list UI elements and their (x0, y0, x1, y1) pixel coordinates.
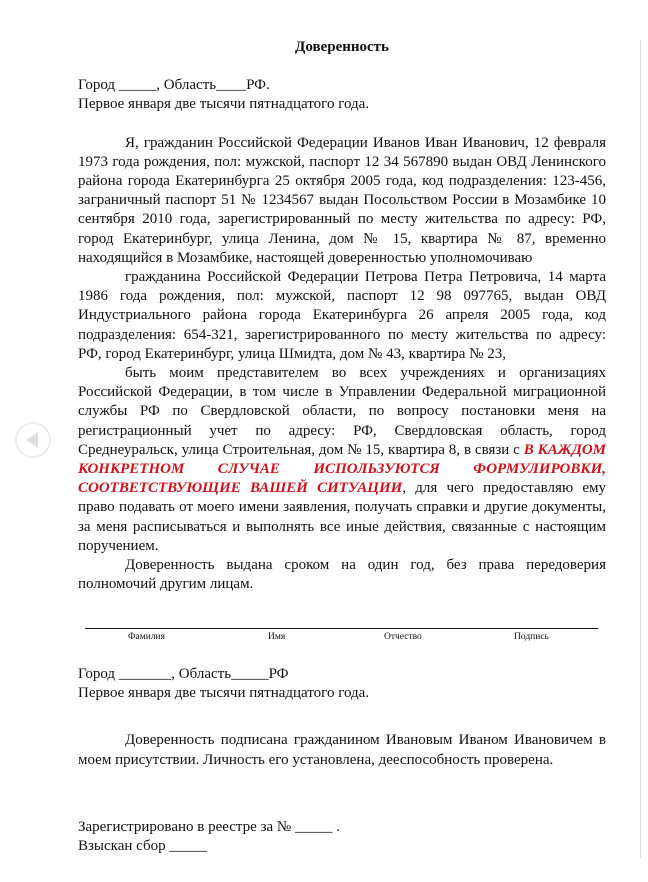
chevron-left-icon (26, 432, 38, 448)
spacer (78, 703, 606, 731)
signature-line (85, 628, 598, 645)
agent-paragraph: гражданина Российской Федерации Петрова Петра Петровича, 14 марта 1986 года рождения, пол: мужской, паспорт 12 98 097765, выдан ОВД Индустриального района города Екатеринбурга 26 апреля 2005 года, код подразделения: 654-321, зарегистрированного по месту жительства по адресу: РФ, город Екатеринбург, улица Шмидта, дом № 43, квартира № 23, (78, 269, 606, 362)
fee-line: Взыскан сбор _____ (78, 838, 207, 855)
signature-label-signature: Подпись (514, 632, 549, 642)
notary-section (78, 665, 606, 770)
previous-page-button[interactable] (15, 422, 51, 458)
powers-text-after: , для чего предоставляю ему право подавать от моего имени заявления, получать справки и другие документы, за меня расписываться и выполнять все иные действия, связанные с настоящим поручением. (78, 480, 606, 554)
powers-paragraph (78, 364, 606, 556)
term-paragraph: Доверенность выдана сроком на один год, без права передоверия полномочий другим лицам. (78, 557, 606, 593)
registry-section (78, 818, 606, 856)
notary-city-line: Город _______, Область_____РФ (78, 666, 289, 682)
spacer (78, 115, 606, 134)
notary-certification: Доверенность подписана гражданином Ивановым Иваном Ивановичем в моем присутствии. Личность его установлена, дееспособность проверена. (78, 732, 606, 768)
principal-paragraph: Я, гражданин Российской Федерации Иванов Иван Иванович, 12 февраля 1973 года рождения, пол: мужской, паспорт 12 34 567890 выдан ОВД Ленинского района города Екатеринбурга 25 октября 2005 года, код подразделения: 123-456, заграничный паспорт 51 № 1234567 выдан Посольством России в Мозамбике 10 сентября 2010 года, зарегистрированный по месту жительства по адресу: РФ, город Екатеринбург, улица Ленина, дом № 15, квартира № 87, временно находящийся в Мозамбике, настоящей доверенностью уполномочиваю (78, 134, 606, 266)
signature-label-name: Имя (268, 632, 286, 642)
document-page (78, 38, 606, 594)
signature-label-patronymic: Отчество (384, 632, 422, 642)
powers-text-before: быть моим представителем во всех учреждениях и организациях Российской Федерации, в том числе в Управлении Федеральной миграционной службы РФ по Свердловской области, по вопросу постановки меня на регистрационный учет по адресу: РФ, Свердловская область, город Среднеуральск, улица Строительная, дом № 15, квартира 8, в связи с (78, 365, 606, 458)
signature-label-surname: Фамилия (128, 632, 166, 642)
header-date-line: Первое января две тысячи пятнадцатого года. (78, 96, 370, 113)
registry-line: Зарегистрировано в реестре за № _____ . (78, 819, 340, 835)
document-title: Доверенность (295, 39, 389, 55)
notary-date-line: Первое января две тысячи пятнадцатого года. (78, 685, 370, 702)
powers-highlight-note: В КАЖДОМ КОНКРЕТНОМ СЛУЧАЕ ИСПОЛЬЗУЮТСЯ ФОРМУЛИРОВКИ, СООТВЕТСТВУЮЩИЕ ВАШЕЙ СИТУАЦИИ (78, 441, 606, 497)
header-city-line: Город _____, Область____РФ. (78, 77, 270, 94)
page-edge-divider (640, 40, 641, 858)
